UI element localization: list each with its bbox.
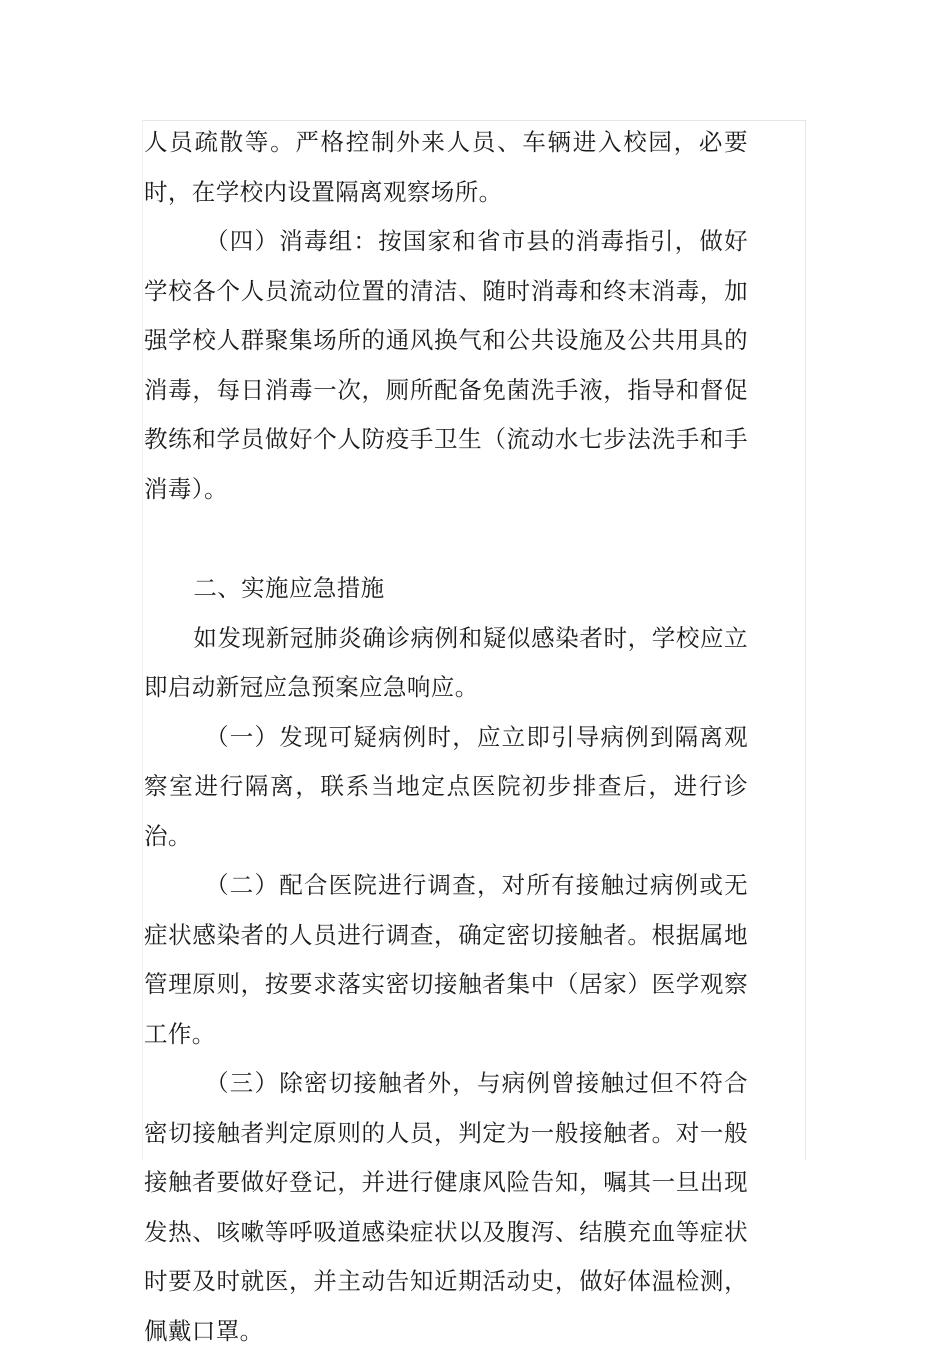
- paragraph-item-1: （一）发现可疑病例时，应立即引导病例到隔离观察室进行隔离，联系当地定点医院初步排查后，进行诊治。: [144, 722, 748, 850]
- section-heading: 二、实施应急措施: [193, 574, 385, 602]
- paragraph-item-3: （三）除密切接触者外，与病例曾接触过但不符合密切接触者判定原则的人员，判定为一般接触者。对一般接触者要做好登记，并进行健康风险告知，嘱其一旦出现发热、咳嗽等呼吸道感染症状以及腹泻、结膜充血等症状时要及时就医，并主动告知近期活动史，做好体温检测，佩戴口罩。: [144, 1069, 748, 1345]
- paragraph-continuation: 人员疏散等。严格控制外来人员、车辆进入校园，必要时，在学校内设置隔离观察场所。: [144, 128, 748, 206]
- document-body: [144, 118, 748, 1356]
- paragraph-emergency-response: 如发现新冠肺炎确诊病例和疑似感染者时，学校应立即启动新冠应急预案应急响应。: [144, 623, 748, 701]
- paragraph-item-2: （二）配合医院进行调查，对所有接触过病例或无症状感染者的人员进行调查，确定密切接触者。根据属地管理原则，按要求落实密切接触者集中（居家）医学观察工作。: [144, 871, 748, 1048]
- paragraph-disinfection-group: （四）消毒组：按国家和省市县的消毒指引，做好学校各个人员流动位置的清洁、随时消毒和终末消毒，加强学校人群聚集场所的通风换气和公共设施及公共用具的消毒，每日消毒一次，厕所配备免菌洗手液，指导和督促教练和学员做好个人防疫手卫生（流动水七步法洗手和手消毒）。: [144, 227, 748, 503]
